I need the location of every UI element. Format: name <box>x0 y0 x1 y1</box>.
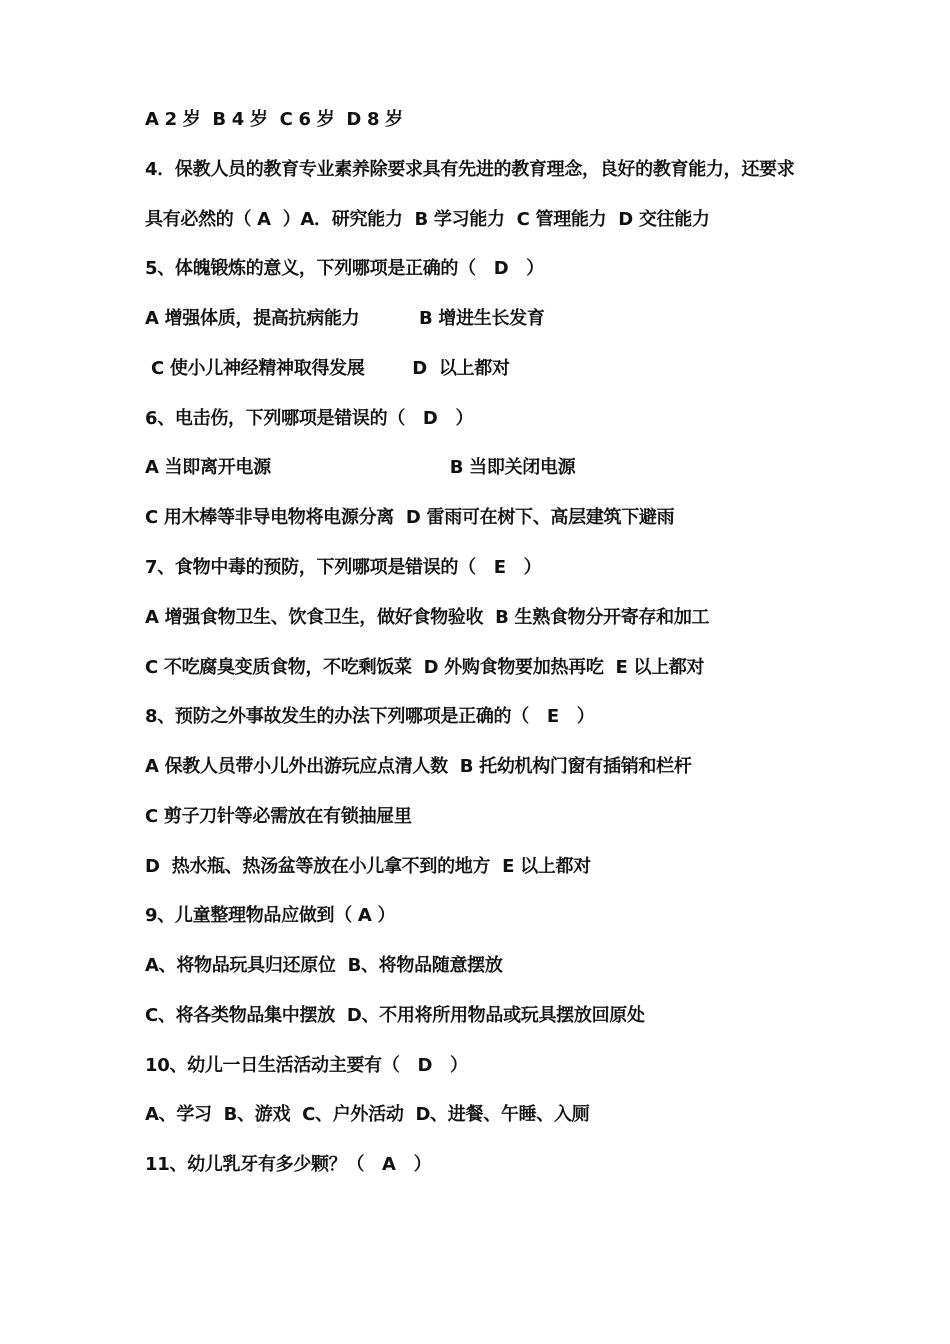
text-line-14: A 保教人员带小儿外出游玩应点清人数 B 托幼机构门窗有插销和栏杆 <box>145 756 692 777</box>
text-line-11: A 增强食物卫生、饮食卫生，做好食物验收 B 生熟食物分开寄存和加工 <box>145 607 710 628</box>
text-line-7: 6、电击伤，下列哪项是错误的（ D ） <box>145 408 474 429</box>
text-line-21: A、学习 B、游戏 C、户外活动 D、进餐、午睡、入厕 <box>145 1104 590 1125</box>
text-line-15: C 剪子刀针等必需放在有锁抽屉里 <box>145 806 412 827</box>
text-line-1: A 2 岁 B 4 岁 C 6 岁 D 8 岁 <box>145 109 403 130</box>
text-line-17: 9、儿童整理物品应做到（ A ） <box>145 905 396 926</box>
text-line-18: A、将物品玩具归还原位 B、将物品随意摆放 <box>145 955 503 976</box>
text-line-4: 5、体魄锻炼的意义，下列哪项是正确的（ D ） <box>145 258 544 279</box>
text-line-8: A 当即离开电源 B 当即关闭电源 <box>145 457 576 478</box>
text-line-2: 4．保教人员的教育专业素养除要求具有先进的教育理念，良好的教育能力，还要求 <box>145 159 795 180</box>
text-line-5: A 增强体质，提高抗病能力 B 增进生长发育 <box>145 308 545 329</box>
text-line-9: C 用木棒等非导电物将电源分离 D 雷雨可在树下、高层建筑下避雨 <box>145 507 675 528</box>
text-line-22: 11、幼儿乳牙有多少颗？（ A ） <box>145 1154 432 1175</box>
text-line-20: 10、幼儿一日生活活动主要有（ D ） <box>145 1055 468 1076</box>
text-line-16: D 热水瓶、热汤盆等放在小儿拿不到的地方 E 以上都对 <box>145 856 591 877</box>
text-line-3: 具有必然的（ A ）A．研究能力 B 学习能力 C 管理能力 D 交往能力 <box>145 209 710 230</box>
text-line-10: 7、食物中毒的预防，下列哪项是错误的（ E ） <box>145 557 542 578</box>
text-line-6: C 使小儿神经精神取得发展 D 以上都对 <box>145 358 510 379</box>
text-line-19: C、将各类物品集中摆放 D、不用将所用物品或玩具摆放回原处 <box>145 1005 645 1026</box>
text-line-13: 8、预防之外事故发生的办法下列哪项是正确的（ E ） <box>145 706 595 727</box>
text-line-12: C 不吃腐臭变质食物，不吃剩饭菜 D 外购食物要加热再吃 E 以上都对 <box>145 657 705 678</box>
